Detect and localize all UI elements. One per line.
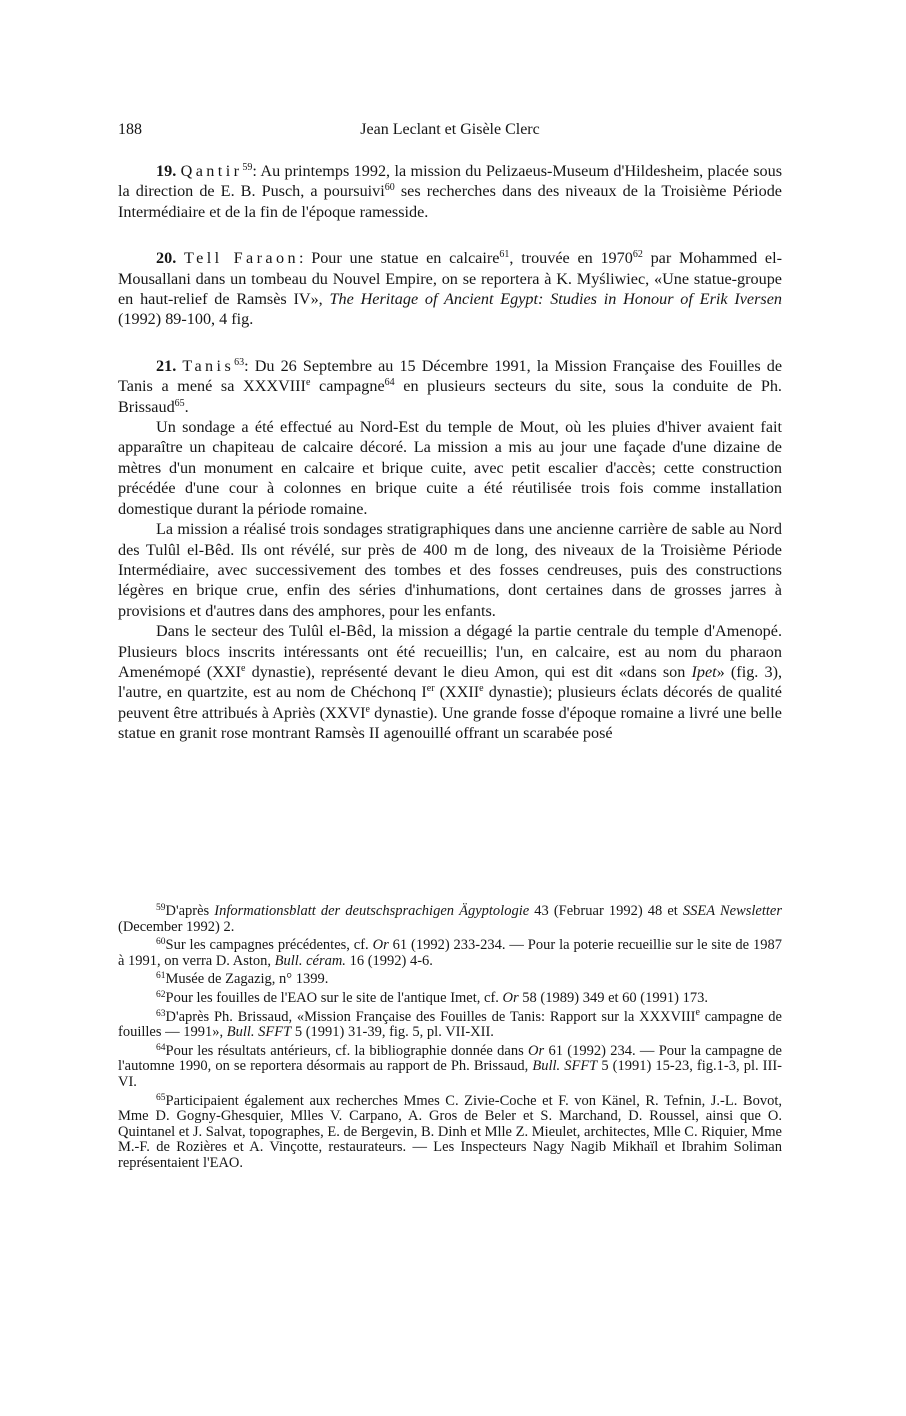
footnote-mark: 64 xyxy=(156,1042,166,1053)
footnote-65 xyxy=(118,1094,782,1172)
site-name: Tanis xyxy=(182,356,235,375)
footnote-61 xyxy=(118,972,782,988)
section-text: , trouvée en 1970 xyxy=(509,249,633,268)
footnote-mark: 60 xyxy=(156,937,166,948)
footnote-ref: 61 xyxy=(499,249,510,261)
section-text: par Mohammed el-Mousallani dans un tombeau du Nouvel Empire, on se reportera à K. Myśliwiec, «Une statue-groupe en haut-relief de Ramsès IV», xyxy=(118,249,782,309)
section-text: en plusieurs secteurs du site, sous la conduite de Ph. Brissaud xyxy=(118,377,782,416)
paragraph-text: Dans le secteur des Tulûl el-Bêd, la mission a dégagé la partie centrale du temple d'Amenopé. Plusieurs blocs inscrits intéressants ont été recueillis; l'un, en calcaire, est au nom du pharaon Amenémopé (XXI xyxy=(118,622,782,681)
section-text: campagne xyxy=(310,377,385,396)
site-name: Tell Faraon xyxy=(183,249,299,268)
section-number: 20. xyxy=(156,249,177,268)
paragraph-text: » (fig. 3), l'autre, en quartzite, est au nom de Chéchonq I xyxy=(118,662,783,702)
paragraph-text: (XXII xyxy=(434,683,480,702)
running-title: Jean Leclant et Gisèle Clerc xyxy=(360,121,540,138)
page-header xyxy=(118,121,782,143)
section-21 xyxy=(118,356,782,417)
footnote-italic: Bull. SFFT xyxy=(226,1024,292,1041)
footnote-ref: 60 xyxy=(384,182,395,194)
section-text: . xyxy=(184,397,189,416)
footnote-text: Sur les campagnes précédentes, cf. xyxy=(165,937,373,954)
paragraph xyxy=(118,621,782,743)
page-number: 188 xyxy=(118,121,142,138)
section-text: ses recherches dans des niveaux de la Troisième Période Intermédiaire et de la fin de l'époque ramesside. xyxy=(118,182,782,221)
footnote-mark: 61 xyxy=(156,971,166,982)
footnote-text: Musée de Zagazig, n° 1399. xyxy=(165,971,329,988)
footnote-59 xyxy=(118,904,782,935)
footnote-text: 5 (1991) 15-23, fig.1-3, pl. III-VI. xyxy=(118,1058,782,1090)
paragraph-text: dynastie). Une grande fosse d'époque romaine a livré une belle statue en granit rose montrant Ramsès II agenouillé offrant un scarabée posé xyxy=(118,703,782,743)
footnote-italic: Or xyxy=(528,1042,545,1059)
ordinal-sup: er xyxy=(426,683,435,695)
section-text: : Du 26 Septembre au 15 Décembre 1991, la Mission Française des Fouilles de Tanis a mené sa XXXVIII xyxy=(118,356,783,396)
section-text: : Au printemps 1992, la mission du Pelizaeus-Museum d'Hildesheim, placée sous la direction de E. B. Pusch, a poursuivi xyxy=(118,162,783,201)
footnote-64 xyxy=(118,1044,782,1091)
footnote-italic: Bull. SFFT xyxy=(532,1058,598,1075)
ordinal-sup: e xyxy=(479,683,484,695)
paragraph: Un sondage a été effectué au Nord-Est du temple de Mout, où les pluies d'hiver avaient fait apparaître un chapiteau de calcaire décoré. La mission a mis au jour une façade d'une dizaine de mètres d'un monument en calcaire et brique cuite, avec petit escalier d'accès; cette construction précédée d'une cour à colonnes en brique cuite a été réutilisée trois fois comme installation domestique durant la période romaine. xyxy=(118,418,782,518)
footnote-italic: Or xyxy=(372,937,389,954)
footnote-ref: 65 xyxy=(174,397,185,409)
section-number: 21. xyxy=(156,356,177,375)
section-number: 19. xyxy=(156,162,177,180)
footnote-ref: 64 xyxy=(384,377,395,389)
footnote-text: 58 (1989) 349 et 60 (1991) 173. xyxy=(518,989,708,1006)
italic-term: Ipet xyxy=(691,662,717,681)
ordinal-sup: e xyxy=(695,1006,700,1018)
footnote-mark: 62 xyxy=(156,989,166,1000)
ordinal-sup: e xyxy=(365,703,370,715)
footnote-text: Participaient également aux recherches Mmes C. Zivie-Coche et F. von Känel, R. Tefnin, J.-L. Bovot, Mme D. Gogny-Ghesquier, Mlles V. Carpano, A. Gros de Beler et S. Marchand, D. Roussel, ainsi que O. Quintanel et J. Salvat, topographes, E. de Bergevin, B. Dinh et Mlle Z. Mieulet, architectes, Mlle C. Riquier, Mme M.-F. de Rozières et A. Vinçotte, restaurateurs. — Les Inspecteurs Nagy Nagib Mikhaïl et Ibrahim Soliman représentaient l'EAO. xyxy=(118,1092,782,1171)
footnote-text: D'après Ph. Brissaud, «Mission Française des Fouilles de Tanis: Rapport sur la XXXVIII xyxy=(165,1008,696,1025)
section-text: : Pour une statue en calcaire xyxy=(298,249,500,268)
footnote-text: 16 (1992) 4-6. xyxy=(345,952,433,969)
footnote-63 xyxy=(118,1006,782,1041)
footnote-mark: 63 xyxy=(156,1008,166,1019)
footnote-text: Pour les résultats antérieurs, cf. la bibliographie donnée dans xyxy=(165,1042,529,1059)
section-20 xyxy=(118,248,782,330)
footnote-ref: 63 xyxy=(234,356,245,368)
footnote-62 xyxy=(118,991,782,1007)
main-text xyxy=(118,161,782,744)
footnote-text: Pour les fouilles de l'EAO sur le site de l'antique Imet, cf. xyxy=(165,989,503,1006)
section-text: (1992) 89-100, 4 fig. xyxy=(118,310,254,329)
footnote-text: (December 1992) 2. xyxy=(118,918,235,935)
footnote-mark: 65 xyxy=(156,1092,166,1103)
footnote-60 xyxy=(118,938,782,969)
footnote-italic: Or xyxy=(502,989,519,1006)
footnote-text: campagne de fouilles — 1991», xyxy=(118,1008,782,1041)
footnote-text: 43 (Februar 1992) 48 et xyxy=(529,903,683,919)
footnote-mark: 59 xyxy=(156,903,166,913)
footnote-italic: Informationsblatt der deutschsprachigen Ägyptologie xyxy=(214,903,530,919)
footnote-text: 61 (1992) 234. — Pour la campagne de l'automne 1990, on se reportera désormais au rapport de Ph. Brissaud, xyxy=(118,1042,782,1075)
section-19 xyxy=(118,161,782,222)
footnote-ref: 59 xyxy=(242,162,253,173)
footnote-ref: 62 xyxy=(632,249,643,261)
paragraph-text: dynastie), représenté devant le dieu Amon, qui est dit «dans son xyxy=(245,662,692,681)
footnotes xyxy=(118,904,782,1175)
footnote-text: 61 (1992) 233-234. — Pour la poterie recueillie sur le site de 1987 à 1991, on verra D. Aston, xyxy=(118,937,783,969)
footnote-italic: Bull. céram. xyxy=(274,952,346,969)
ordinal-sup: e xyxy=(305,377,311,389)
footnote-italic: SSEA Newsletter xyxy=(682,903,782,919)
site-name: Qantir xyxy=(180,162,243,180)
ordinal-sup: e xyxy=(241,662,246,674)
paragraph: La mission a réalisé trois sondages stratigraphiques dans une ancienne carrière de sable au Nord des Tulûl el-Bêd. Ils ont révélé, sur près de 400 m de long, des niveaux de la Troisième Période Intermédiaire, avec successivement des tombes et des fosses cendreuses, puis des constructions légères en brique crue, enfin des séries d'inhumations, dont certaines dans de grosses jarres à provisions et d'autres dans des amphores, pour les enfants. xyxy=(118,520,782,620)
footnote-text: D'après xyxy=(165,903,215,919)
footnote-text: 5 (1991) 31-39, fig. 5, pl. VII-XII. xyxy=(291,1024,494,1041)
paragraph-text: dynastie); plusieurs éclats décorés de qualité peuvent être attribués à Apriès (XXVI xyxy=(118,683,782,722)
italic-title: The Heritage of Ancient Egypt: Studies in Honour of Erik Iversen xyxy=(329,290,782,309)
